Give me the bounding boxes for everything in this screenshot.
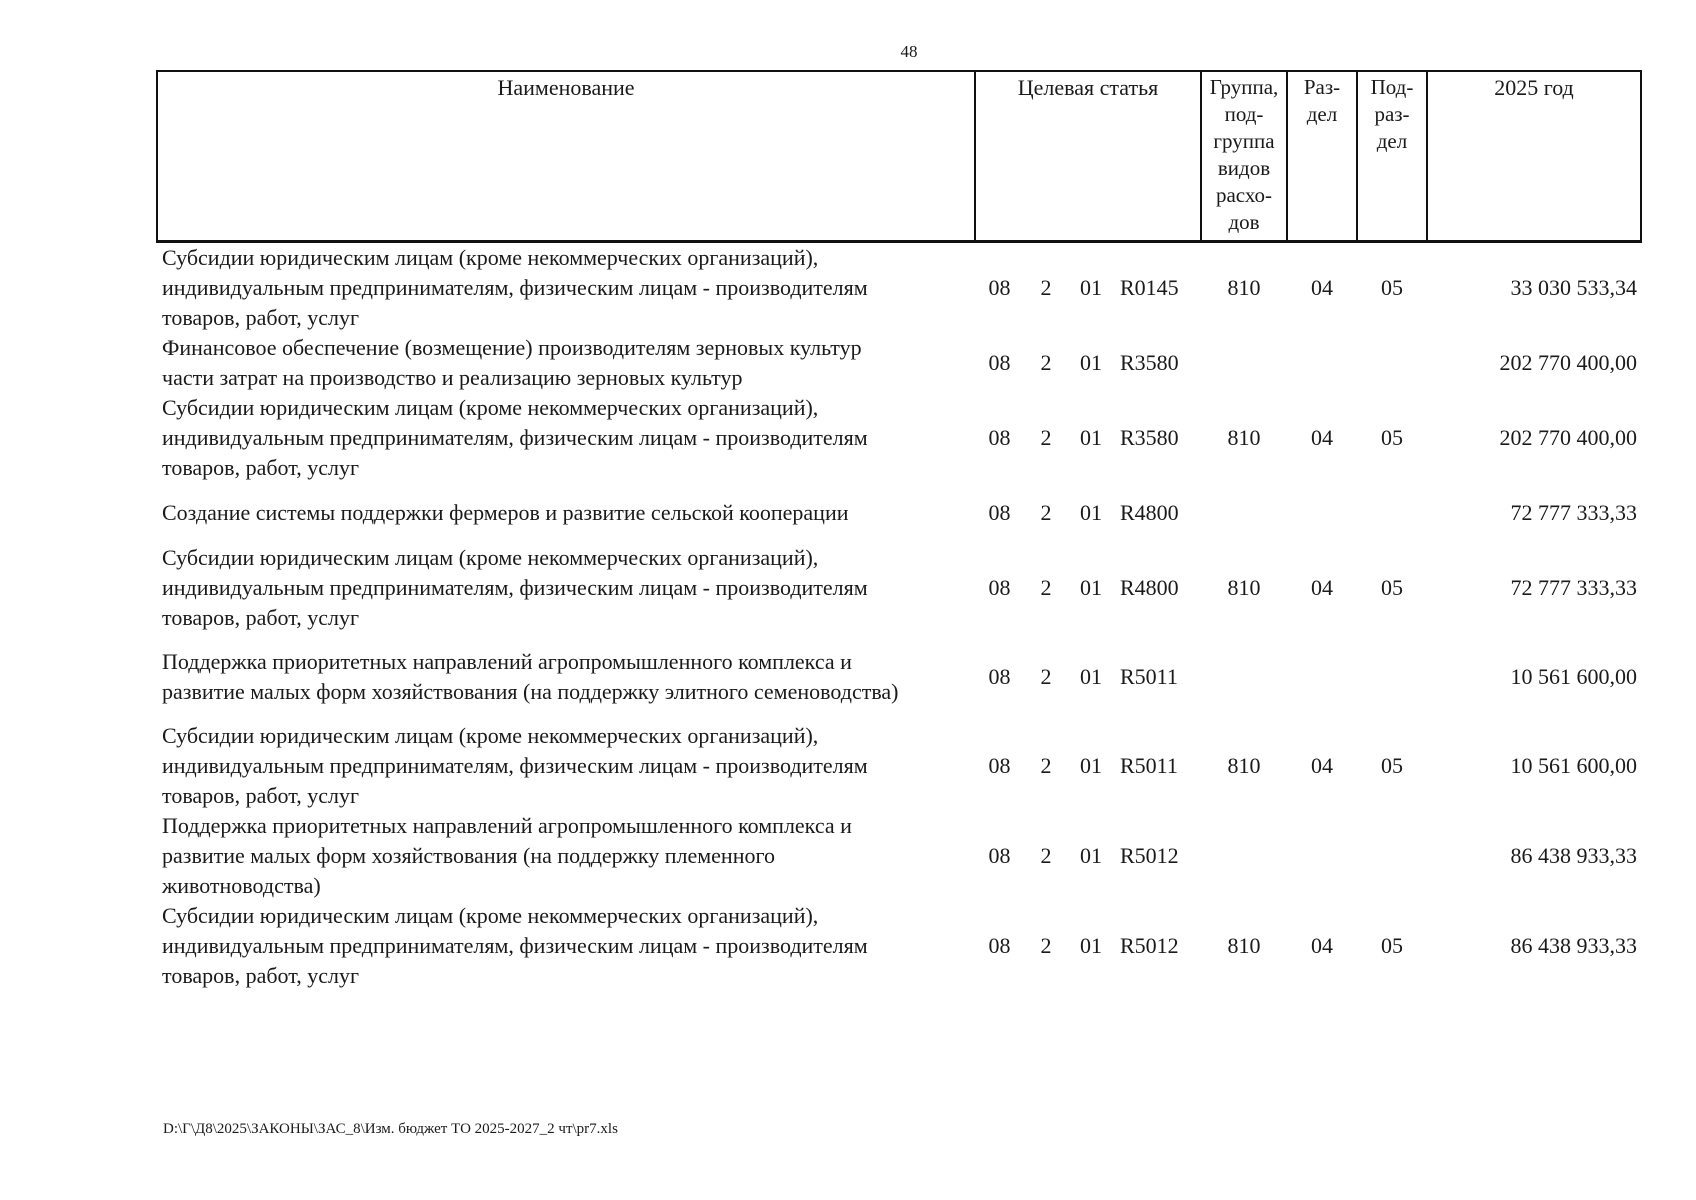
- table-row: [157, 633, 1641, 721]
- row-name-line: индивидуальным предпринимателям, физическим лицам - производителям: [162, 933, 868, 958]
- table-row: [157, 242, 1641, 334]
- amount: 86 438 933,33: [1510, 933, 1637, 958]
- code-program: 08: [988, 500, 1011, 525]
- row-name-line: товаров, работ, услуг: [162, 305, 359, 330]
- code-event: 01: [1080, 843, 1102, 868]
- row-name-line: товаров, работ, услуг: [162, 605, 359, 630]
- amount: 202 770 400,00: [1499, 425, 1637, 450]
- section: [1287, 811, 1357, 901]
- subsection: 05: [1381, 425, 1403, 450]
- table-row: [157, 393, 1641, 483]
- row-name-line: индивидуальным предпринимателям, физическим лицам - производителям: [162, 275, 868, 300]
- code-direction: R5011: [1120, 664, 1178, 689]
- header-subsection: [1357, 71, 1427, 242]
- expense-group: [1201, 333, 1287, 393]
- header-line: Раз-: [1303, 75, 1341, 99]
- subsection: 05: [1381, 753, 1403, 778]
- code-program: 08: [988, 664, 1011, 689]
- expense-group: [1201, 483, 1287, 543]
- row-name-line: Субсидии юридическим лицам (кроме некоммерческих организаций),: [162, 723, 819, 748]
- code-subprogram: 2: [1040, 753, 1052, 778]
- row-name: [157, 721, 975, 811]
- code-event: 01: [1080, 933, 1102, 958]
- header-expense-group: [1201, 71, 1287, 242]
- code-event: 01: [1080, 664, 1102, 689]
- table-row: [157, 811, 1641, 901]
- file-path-footer: D:\Г\Д8\2025\ЗАКОНЫ\ЗАС_8\Изм. бюджет ТО 2025-2027_2 чт\pr7.xls: [163, 1121, 618, 1137]
- table-body: [157, 242, 1641, 992]
- row-name-line: Поддержка приоритетных направлений агропромышленного комплекса и: [162, 813, 852, 838]
- budget-table: [156, 70, 1642, 991]
- code-program: 08: [988, 425, 1011, 450]
- code-event: 01: [1080, 350, 1102, 375]
- row-name: [157, 901, 975, 991]
- section: 04: [1311, 575, 1333, 600]
- code-subprogram: 2: [1040, 425, 1052, 450]
- section: 04: [1311, 425, 1333, 450]
- code-subprogram: 2: [1040, 575, 1052, 600]
- code-program: 08: [988, 753, 1011, 778]
- expense-group: 810: [1227, 575, 1261, 600]
- subsection: 05: [1381, 933, 1403, 958]
- expense-group: [1201, 811, 1287, 901]
- subsection: [1357, 483, 1427, 543]
- code-direction: R3580: [1120, 350, 1179, 375]
- expense-group: 810: [1227, 275, 1261, 300]
- section: 04: [1311, 275, 1333, 300]
- amount: 33 030 533,34: [1510, 275, 1637, 300]
- amount: 10 561 600,00: [1510, 753, 1637, 778]
- subsection: [1357, 333, 1427, 393]
- row-name-line: Поддержка приоритетных направлений агропромышленного комплекса и: [162, 649, 852, 674]
- expense-group: [1201, 633, 1287, 721]
- code-direction: R3580: [1120, 425, 1179, 450]
- row-name: [157, 242, 975, 334]
- header-line: раз-: [1374, 102, 1410, 126]
- header-line: группа: [1213, 129, 1275, 153]
- row-name-line: животноводства): [162, 873, 321, 898]
- subsection: [1357, 633, 1427, 721]
- row-name-line: Субсидии юридическим лицам (кроме некоммерческих организаций),: [162, 903, 819, 928]
- row-name-line: товаров, работ, услуг: [162, 963, 359, 988]
- code-program: 08: [988, 575, 1011, 600]
- code-subprogram: 2: [1040, 664, 1052, 689]
- subsection: 05: [1381, 275, 1403, 300]
- code-direction: R5012: [1120, 933, 1179, 958]
- expense-group: 810: [1227, 425, 1261, 450]
- section: 04: [1311, 753, 1333, 778]
- section: [1287, 633, 1357, 721]
- subsection: 05: [1381, 575, 1403, 600]
- code-event: 01: [1080, 275, 1102, 300]
- code-direction: R4800: [1120, 575, 1179, 600]
- row-name: [157, 543, 975, 633]
- code-subprogram: 2: [1040, 843, 1052, 868]
- code-program: 08: [988, 843, 1011, 868]
- subsection: [1357, 811, 1427, 901]
- code-direction: R0145: [1120, 275, 1179, 300]
- code-event: 01: [1080, 575, 1102, 600]
- header-line: дов: [1228, 210, 1260, 234]
- row-name-line: части затрат на производство и реализацию зерновых культур: [162, 365, 743, 390]
- amount: 10 561 600,00: [1510, 664, 1637, 689]
- row-name-line: развитие малых форм хозяйствования (на поддержку элитного семеноводства): [162, 679, 899, 704]
- row-name-line: товаров, работ, услуг: [162, 455, 359, 480]
- header-line: Группа,: [1209, 75, 1279, 99]
- amount: 86 438 933,33: [1510, 843, 1637, 868]
- expense-group: 810: [1227, 933, 1261, 958]
- section: [1287, 333, 1357, 393]
- amount: 72 777 333,33: [1510, 500, 1637, 525]
- row-name: [157, 633, 975, 721]
- code-event: 01: [1080, 500, 1102, 525]
- section: [1287, 483, 1357, 543]
- header-line: видов: [1217, 156, 1271, 180]
- amount: 72 777 333,33: [1510, 575, 1637, 600]
- row-name-line: индивидуальным предпринимателям, физическим лицам - производителям: [162, 425, 868, 450]
- header-line: дел: [1306, 102, 1338, 126]
- code-direction: R5011: [1120, 753, 1178, 778]
- row-name-line: индивидуальным предпринимателям, физическим лицам - производителям: [162, 575, 868, 600]
- row-name-line: индивидуальным предпринимателям, физическим лицам - производителям: [162, 753, 868, 778]
- expense-group: 810: [1227, 753, 1261, 778]
- code-subprogram: 2: [1040, 350, 1052, 375]
- code-subprogram: 2: [1040, 500, 1052, 525]
- row-name-line: Создание системы поддержки фермеров и развитие сельской кооперации: [162, 500, 849, 525]
- table-row: [157, 333, 1641, 393]
- code-event: 01: [1080, 753, 1102, 778]
- row-name-line: товаров, работ, услуг: [162, 783, 359, 808]
- row-name: [157, 483, 975, 543]
- header-target-article: Целевая статья: [975, 71, 1201, 242]
- row-name: [157, 393, 975, 483]
- row-name-line: Субсидии юридическим лицам (кроме некоммерческих организаций),: [162, 245, 819, 270]
- header-line: дел: [1376, 129, 1408, 153]
- code-direction: R4800: [1120, 500, 1179, 525]
- header-line: расхо-: [1215, 183, 1273, 207]
- code-program: 08: [988, 933, 1011, 958]
- row-name-line: развитие малых форм хозяйствования (на поддержку племенного: [162, 843, 775, 868]
- header-section: [1287, 71, 1357, 242]
- table-row: [157, 543, 1641, 633]
- row-name: [157, 811, 975, 901]
- amount: 202 770 400,00: [1499, 350, 1637, 375]
- code-subprogram: 2: [1040, 275, 1052, 300]
- table-row: [157, 721, 1641, 811]
- header-name: Наименование: [157, 71, 975, 242]
- code-subprogram: 2: [1040, 933, 1052, 958]
- code-program: 08: [988, 350, 1011, 375]
- code-direction: R5012: [1120, 843, 1179, 868]
- row-name-line: Финансовое обеспечение (возмещение) производителям зерновых культур: [162, 335, 862, 360]
- code-event: 01: [1080, 425, 1102, 450]
- row-name-line: Субсидии юридическим лицам (кроме некоммерческих организаций),: [162, 545, 819, 570]
- row-name: [157, 333, 975, 393]
- page-number: 48: [900, 42, 918, 61]
- table-row: [157, 483, 1641, 543]
- table-row: [157, 901, 1641, 991]
- row-name-line: Субсидии юридическим лицам (кроме некоммерческих организаций),: [162, 395, 819, 420]
- code-program: 08: [988, 275, 1011, 300]
- header-line: под-: [1224, 102, 1264, 126]
- table-header: [157, 71, 1641, 242]
- section: 04: [1311, 933, 1333, 958]
- header-line: Под-: [1370, 75, 1414, 99]
- header-year: 2025 год: [1427, 71, 1641, 242]
